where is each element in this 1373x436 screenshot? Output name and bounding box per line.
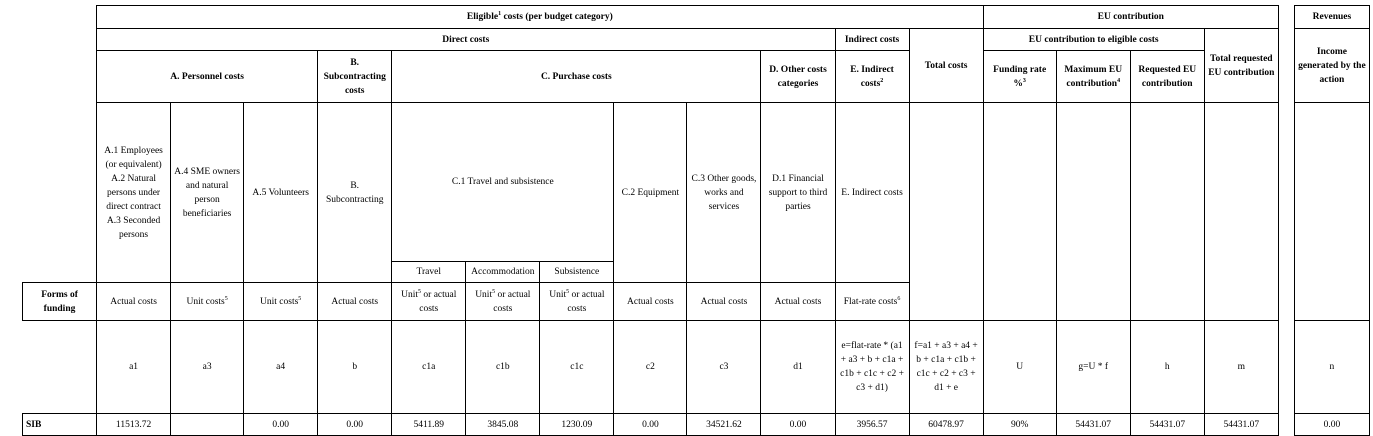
value-c3: 34521.62	[687, 414, 761, 436]
subcat-subsistence: Subsistence	[540, 262, 614, 283]
requested-eu-contribution-header: Requested EU contribution	[1130, 51, 1204, 103]
form-a5: Unit costs$^5$	[244, 283, 318, 321]
value-a3	[171, 414, 244, 436]
value-a4: 0.00	[244, 414, 318, 436]
value-m: 54431.07	[1204, 414, 1278, 436]
corner-blank	[23, 6, 97, 262]
subcontracting-costs-header: B. Subcontracting costs	[318, 51, 392, 103]
formula-a4: a4	[244, 321, 318, 414]
value-c1b: 3845.08	[466, 414, 540, 436]
form-a4: Unit costs$^5$	[171, 283, 244, 321]
total-costs-header: Total costs	[909, 29, 983, 103]
budget-table	[22, 5, 1370, 436]
form-accommodation: Unit$^5$ or actual costs	[466, 283, 540, 321]
value-h: 54431.07	[1130, 414, 1204, 436]
value-n: 0.00	[1294, 414, 1369, 436]
forms-of-funding-label: Forms of funding	[23, 283, 97, 321]
eu-contribution-eligible-header: EU contribution to eligible costs	[983, 29, 1204, 51]
value-u: 90%	[983, 414, 1056, 436]
formula-a1: a1	[97, 321, 171, 414]
formula-f: f=a1 + a3 + a4 + b + c1a + c1b + c1c + c2 + c3 + d1 + e	[909, 321, 983, 414]
other-costs-header: D. Other costs categories	[761, 51, 835, 103]
form-a1: Actual costs	[97, 283, 171, 321]
form-d1: Actual costs	[761, 283, 835, 321]
value-c2: 0.00	[614, 414, 687, 436]
form-c3: Actual costs	[687, 283, 761, 321]
form-b: Actual costs	[318, 283, 392, 321]
direct-costs-header: Direct costs	[97, 29, 835, 51]
subcat-c1: C.1 Travel and subsistence	[392, 103, 614, 262]
formula-row-blank	[23, 321, 97, 414]
total-requested-empty	[1204, 103, 1278, 321]
max-eu-empty	[1056, 103, 1130, 321]
personnel-costs-header: A. Personnel costs	[97, 51, 318, 103]
value-g: 54431.07	[1056, 414, 1130, 436]
formula-n: n	[1294, 321, 1369, 414]
column-gap	[1278, 6, 1294, 436]
formula-g: g=U * f	[1056, 321, 1130, 414]
value-c1a: 5411.89	[392, 414, 466, 436]
total-requested-header: Total requested EU contribution	[1204, 29, 1278, 103]
value-b: 0.00	[318, 414, 392, 436]
subcat-c3: C.3 Other goods, works and services	[687, 103, 761, 283]
formula-u: U	[983, 321, 1056, 414]
subcat-a5: A.5 Volunteers	[244, 103, 318, 283]
formula-c1c: c1c	[540, 321, 614, 414]
corner-blank-2	[23, 262, 97, 283]
formula-c3: c3	[687, 321, 761, 414]
form-e: Flat-rate costs$^6$	[835, 283, 909, 321]
form-subsistence: Unit$^5$ or actual costs	[540, 283, 614, 321]
value-e: 3956.57	[835, 414, 909, 436]
formula-h: h	[1130, 321, 1204, 414]
formula-c1a: c1a	[392, 321, 466, 414]
requested-eu-empty	[1130, 103, 1204, 321]
row-label-sib: SIB	[23, 414, 97, 436]
formula-a3: a3	[171, 321, 244, 414]
income-generated-header: Income generated by the action	[1294, 29, 1369, 103]
subcat-c2: C.2 Equipment	[614, 103, 687, 283]
value-f: 60478.97	[909, 414, 983, 436]
subcat-accommodation: Accommodation	[466, 262, 540, 283]
subcat-b: B. Subcontracting	[318, 103, 392, 283]
formula-c2: c2	[614, 321, 687, 414]
form-c2: Actual costs	[614, 283, 687, 321]
formula-d1: d1	[761, 321, 835, 414]
formula-b: b	[318, 321, 392, 414]
funding-rate-empty	[983, 103, 1056, 321]
subcat-d1: D.1 Financial support to third parties	[761, 103, 835, 283]
value-a1: 11513.72	[97, 414, 171, 436]
value-c1c: 1230.09	[540, 414, 614, 436]
value-d1: 0.00	[761, 414, 835, 436]
form-travel: Unit$^5$ or actual costs	[392, 283, 466, 321]
formula-e: e=flat-rate * (a1 + a3 + b + c1a + c1b + c1c + c2 + c3 + d1)	[835, 321, 909, 414]
max-eu-contribution-header: Maximum EU contribution$^4$	[1056, 51, 1130, 103]
purchase-costs-header: C. Purchase costs	[392, 51, 761, 103]
eu-contribution-header: EU contribution	[983, 6, 1278, 29]
subcat-a1: A.1 Employees (or equivalent) A.2 Natural persons under direct contract A.3 Seconded persons	[97, 103, 171, 283]
formula-m: m	[1204, 321, 1278, 414]
total-costs-empty	[909, 103, 983, 321]
indirect-costs-e-header: E. Indirect costs$^2$	[835, 51, 909, 103]
eligible-costs-header: Eligible$^1$ costs (per budget category)	[97, 6, 984, 29]
revenues-header: Revenues	[1294, 6, 1369, 29]
funding-rate-header: Funding rate %$^3$	[983, 51, 1056, 103]
subcat-e: E. Indirect costs	[835, 103, 909, 283]
income-empty	[1294, 103, 1369, 321]
indirect-costs-header: Indirect costs	[835, 29, 909, 51]
formula-c1b: c1b	[466, 321, 540, 414]
subcat-travel: Travel	[392, 262, 466, 283]
subcat-a4: A.4 SME owners and natural person beneficiaries	[171, 103, 244, 283]
